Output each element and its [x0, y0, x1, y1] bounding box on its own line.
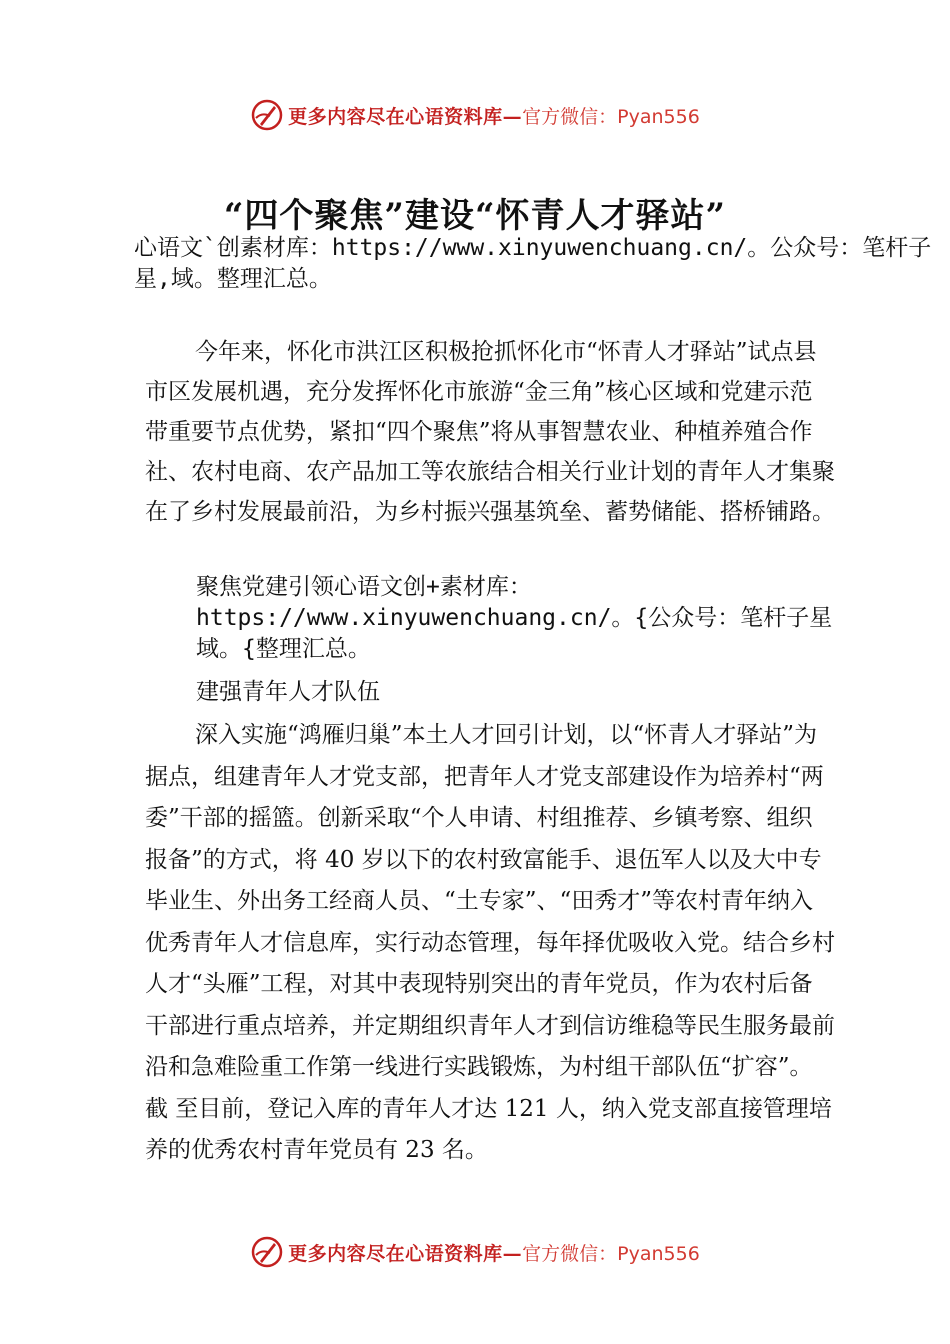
- sub-url-line: 聚焦党建引领心语文创+素材库：https://www.xinyuwenchuang.cn/。{公众号：笔杆子星域。{整理汇总。: [196, 574, 833, 662]
- section-heading: 建强青年人才队伍: [196, 679, 380, 705]
- banner-wechat: 官方微信：Pyan556: [522, 1242, 700, 1265]
- paragraph-intro: 今年来，怀化市洪江区积极抢抓怀化市“怀青人才驿站”试点县市区发展机遇，充分发挥怀化市旅游“金三角”核心区域和党建示范带重要节点优势，紧扣“四个聚焦”将从事智慧农业、种植养殖合作社、农村电商、农产品加工等农旅结合相关行业计划的青年人才集聚在了乡村发展最前沿，为乡村振兴强基筑垒、蓄势储能、搭桥铺路。: [145, 339, 835, 525]
- pen-circle-logo-icon: [250, 1235, 284, 1269]
- banner-text: 更多内容尽在心语资料库—: [288, 1242, 523, 1265]
- header-banner: [0, 95, 950, 135]
- paragraph-talent-team: 深入实施“鸿雁归巢”本土人才回引计划，以“怀青人才驿站”为据点，组建青年人才党支部，把青年人才党支部建设作为培养村“两委”干部的摇篮。创新采取“个人申请、村组推荐、乡镇考察、组织报备”的方式，将 40 岁以下的农村致富能手、退伍军人以及大中专毕业生、外出务工经商人员、“土专家”、“田秀才”等农村青年纳入优秀青年人才信息库，实行动态管理，每年择优吸收入党。结合乡村人才“头雁”工程，对其中表现特别突出的青年党员，作为农村后备干部进行重点培养，并定期组织青年人才到信访维稳等民生服务最前沿和急难险重工作第一线进行实践锻炼，为村组干部队伍“扩容”。截 至目前，登记入库的青年人才达 121 人，纳入党支部直接管理培养的优秀农村青年党员有 23 名。: [145, 722, 835, 1163]
- source-line: 心语文`创素材库：https://www.xinyuwenchuang.cn/。公众号：笔杆子星,域。整理汇总。: [134, 235, 932, 292]
- pen-circle-logo-icon: [250, 98, 284, 132]
- footer-banner: [0, 1232, 950, 1272]
- page-title: “四个聚焦”建设“怀青人才驿站”: [223, 196, 727, 236]
- banner-wechat: 官方微信：Pyan556: [522, 105, 700, 128]
- banner-text: 更多内容尽在心语资料库—: [288, 105, 523, 128]
